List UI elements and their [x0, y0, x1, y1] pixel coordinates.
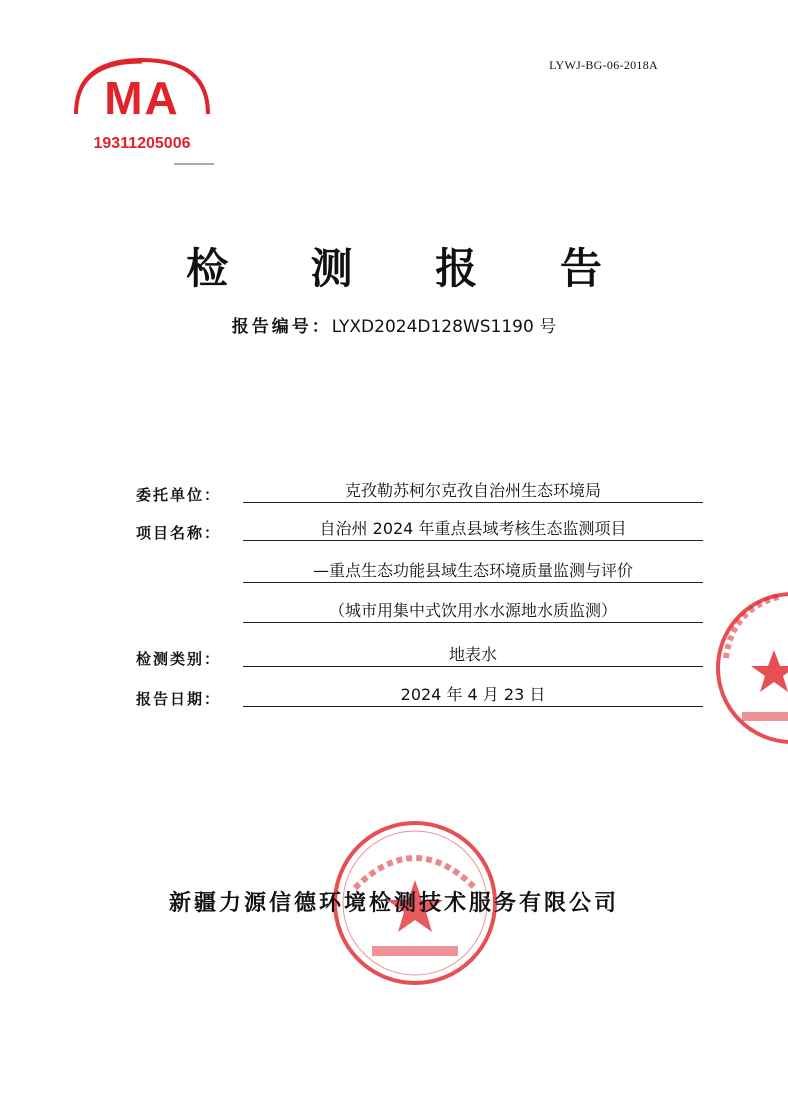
category-value: 地表水: [243, 644, 703, 667]
category-label: 检测类别：: [136, 650, 222, 668]
project-value-line3: （城市用集中式饮用水水源地水质监测）: [243, 600, 703, 623]
project-value-line1: 自治州 2024 年重点县域考核生态监测项目: [243, 518, 703, 541]
report-number: [0, 312, 788, 337]
project-label: 项目名称：: [136, 524, 222, 542]
date-value: 2024 年 4 月 23 日: [243, 684, 703, 707]
edge-seal: [712, 588, 788, 748]
document-code: LYWJ-BG-06-2018A: [549, 58, 658, 72]
issuer-company: 新疆力源信德环境检测技术服务有限公司: [168, 890, 619, 916]
client-value: 克孜勒苏柯尔克孜自治州生态环境局: [243, 480, 703, 503]
svg-text:MA: MA: [104, 72, 180, 124]
report-number-value: LYXD2024D128WS1190 号: [331, 317, 557, 337]
cma-number: 19311205006: [93, 135, 191, 152]
client-label: 委托单位：: [136, 486, 222, 504]
project-value-line2: —重点生态功能县域生态环境质量监测与评价: [243, 560, 703, 583]
date-label: 报告日期：: [136, 690, 222, 708]
report-number-label: 报告编号：: [231, 317, 332, 337]
report-title: 检 测 报 告: [186, 244, 636, 293]
cma-logo: [62, 52, 218, 172]
